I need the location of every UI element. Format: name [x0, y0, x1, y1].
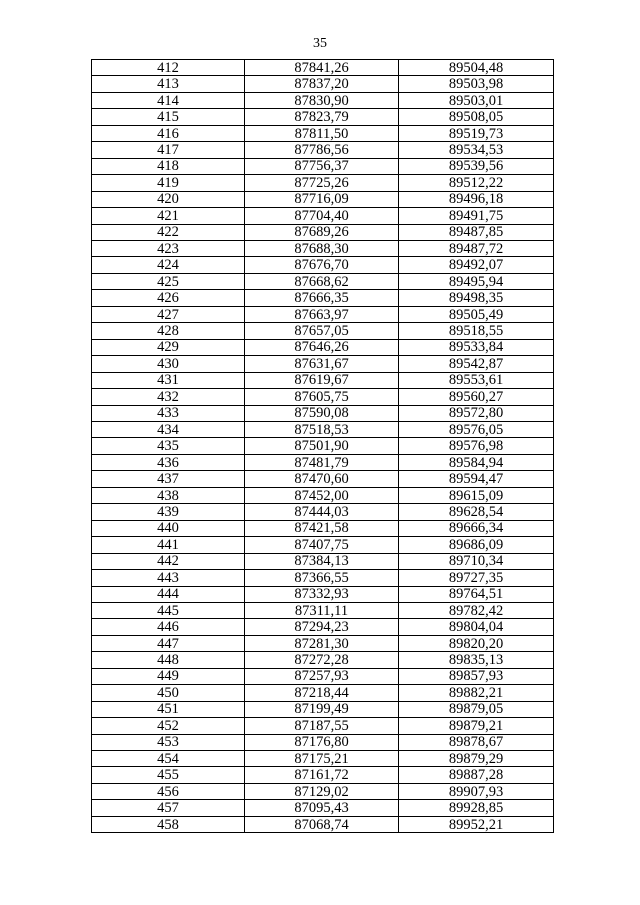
point-number-cell: 453	[92, 734, 245, 750]
x-coordinate-cell: 87281,30	[245, 635, 399, 651]
y-coordinate-cell: 89879,29	[399, 751, 554, 767]
x-coordinate-cell: 87605,75	[245, 389, 399, 405]
table-row	[92, 323, 554, 339]
point-number-cell: 440	[92, 520, 245, 536]
y-coordinate-cell: 89491,75	[399, 208, 554, 224]
coordinates-table	[91, 59, 554, 833]
point-number-cell: 455	[92, 767, 245, 783]
table-row	[92, 224, 554, 240]
x-coordinate-cell: 87830,90	[245, 92, 399, 108]
y-coordinate-cell: 89492,07	[399, 257, 554, 273]
table-row	[92, 257, 554, 273]
coordinates-table-body	[92, 60, 554, 833]
page-number: 35	[313, 36, 327, 51]
x-coordinate-cell: 87501,90	[245, 438, 399, 454]
x-coordinate-cell: 87095,43	[245, 800, 399, 816]
y-coordinate-cell: 89512,22	[399, 175, 554, 191]
y-coordinate-cell: 89487,85	[399, 224, 554, 240]
x-coordinate-cell: 87646,26	[245, 339, 399, 355]
y-coordinate-cell: 89952,21	[399, 816, 554, 832]
x-coordinate-cell: 87756,37	[245, 158, 399, 174]
x-coordinate-cell: 87786,56	[245, 142, 399, 158]
table-row	[92, 372, 554, 388]
y-coordinate-cell: 89487,72	[399, 240, 554, 256]
x-coordinate-cell: 87272,28	[245, 652, 399, 668]
point-number-cell: 438	[92, 487, 245, 503]
table-row	[92, 125, 554, 141]
point-number-cell: 415	[92, 109, 245, 125]
point-number-cell: 451	[92, 701, 245, 717]
x-coordinate-cell: 87176,80	[245, 734, 399, 750]
x-coordinate-cell: 87332,93	[245, 586, 399, 602]
table-row	[92, 767, 554, 783]
x-coordinate-cell: 87841,26	[245, 60, 399, 76]
y-coordinate-cell: 89503,98	[399, 76, 554, 92]
y-coordinate-cell: 89572,80	[399, 405, 554, 421]
y-coordinate-cell: 89887,28	[399, 767, 554, 783]
table-row	[92, 504, 554, 520]
table-row	[92, 734, 554, 750]
y-coordinate-cell: 89553,61	[399, 372, 554, 388]
x-coordinate-cell: 87688,30	[245, 240, 399, 256]
x-coordinate-cell: 87311,11	[245, 602, 399, 618]
point-number-cell: 447	[92, 635, 245, 651]
y-coordinate-cell: 89534,53	[399, 142, 554, 158]
point-number-cell: 420	[92, 191, 245, 207]
table-row	[92, 208, 554, 224]
y-coordinate-cell: 89686,09	[399, 537, 554, 553]
y-coordinate-cell: 89539,56	[399, 158, 554, 174]
point-number-cell: 443	[92, 570, 245, 586]
point-number-cell: 417	[92, 142, 245, 158]
table-row	[92, 175, 554, 191]
point-number-cell: 431	[92, 372, 245, 388]
x-coordinate-cell: 87294,23	[245, 619, 399, 635]
x-coordinate-cell: 87421,58	[245, 520, 399, 536]
y-coordinate-cell: 89835,13	[399, 652, 554, 668]
point-number-cell: 448	[92, 652, 245, 668]
table-row	[92, 240, 554, 256]
x-coordinate-cell: 87676,70	[245, 257, 399, 273]
x-coordinate-cell: 87068,74	[245, 816, 399, 832]
table-row	[92, 718, 554, 734]
point-number-cell: 426	[92, 290, 245, 306]
x-coordinate-cell: 87366,55	[245, 570, 399, 586]
y-coordinate-cell: 89857,93	[399, 668, 554, 684]
table-row	[92, 454, 554, 470]
table-row	[92, 306, 554, 322]
point-number-cell: 435	[92, 438, 245, 454]
point-number-cell: 439	[92, 504, 245, 520]
y-coordinate-cell: 89498,35	[399, 290, 554, 306]
table-row	[92, 389, 554, 405]
table-row	[92, 668, 554, 684]
point-number-cell: 419	[92, 175, 245, 191]
table-row	[92, 520, 554, 536]
table-row	[92, 783, 554, 799]
point-number-cell: 442	[92, 553, 245, 569]
table-row	[92, 109, 554, 125]
y-coordinate-cell: 89764,51	[399, 586, 554, 602]
x-coordinate-cell: 87619,67	[245, 372, 399, 388]
y-coordinate-cell: 89878,67	[399, 734, 554, 750]
table-row	[92, 816, 554, 832]
y-coordinate-cell: 89710,34	[399, 553, 554, 569]
point-number-cell: 414	[92, 92, 245, 108]
y-coordinate-cell: 89576,05	[399, 421, 554, 437]
x-coordinate-cell: 87470,60	[245, 471, 399, 487]
point-number-cell: 456	[92, 783, 245, 799]
point-number-cell: 430	[92, 356, 245, 372]
y-coordinate-cell: 89666,34	[399, 520, 554, 536]
x-coordinate-cell: 87199,49	[245, 701, 399, 717]
point-number-cell: 416	[92, 125, 245, 141]
table-row	[92, 421, 554, 437]
x-coordinate-cell: 87590,08	[245, 405, 399, 421]
table-row	[92, 570, 554, 586]
y-coordinate-cell: 89782,42	[399, 602, 554, 618]
x-coordinate-cell: 87407,75	[245, 537, 399, 553]
y-coordinate-cell: 89508,05	[399, 109, 554, 125]
table-row	[92, 191, 554, 207]
y-coordinate-cell: 89504,48	[399, 60, 554, 76]
y-coordinate-cell: 89594,47	[399, 471, 554, 487]
point-number-cell: 450	[92, 685, 245, 701]
table-row	[92, 290, 554, 306]
table-row	[92, 356, 554, 372]
x-coordinate-cell: 87444,03	[245, 504, 399, 520]
table-row	[92, 158, 554, 174]
y-coordinate-cell: 89584,94	[399, 454, 554, 470]
table-row	[92, 800, 554, 816]
point-number-cell: 423	[92, 240, 245, 256]
x-coordinate-cell: 87668,62	[245, 273, 399, 289]
table-row	[92, 92, 554, 108]
x-coordinate-cell: 87725,26	[245, 175, 399, 191]
point-number-cell: 444	[92, 586, 245, 602]
y-coordinate-cell: 89727,35	[399, 570, 554, 586]
point-number-cell: 432	[92, 389, 245, 405]
x-coordinate-cell: 87657,05	[245, 323, 399, 339]
point-number-cell: 454	[92, 751, 245, 767]
y-coordinate-cell: 89882,21	[399, 685, 554, 701]
y-coordinate-cell: 89560,27	[399, 389, 554, 405]
y-coordinate-cell: 89928,85	[399, 800, 554, 816]
x-coordinate-cell: 87663,97	[245, 306, 399, 322]
point-number-cell: 418	[92, 158, 245, 174]
y-coordinate-cell: 89495,94	[399, 273, 554, 289]
x-coordinate-cell: 87823,79	[245, 109, 399, 125]
point-number-cell: 445	[92, 602, 245, 618]
x-coordinate-cell: 87452,00	[245, 487, 399, 503]
y-coordinate-cell: 89503,01	[399, 92, 554, 108]
point-number-cell: 436	[92, 454, 245, 470]
y-coordinate-cell: 89879,05	[399, 701, 554, 717]
table-row	[92, 652, 554, 668]
x-coordinate-cell: 87161,72	[245, 767, 399, 783]
table-row	[92, 586, 554, 602]
y-coordinate-cell: 89542,87	[399, 356, 554, 372]
y-coordinate-cell: 89518,55	[399, 323, 554, 339]
table-row	[92, 619, 554, 635]
point-number-cell: 424	[92, 257, 245, 273]
x-coordinate-cell: 87218,44	[245, 685, 399, 701]
table-row	[92, 76, 554, 92]
x-coordinate-cell: 87187,55	[245, 718, 399, 734]
y-coordinate-cell: 89907,93	[399, 783, 554, 799]
x-coordinate-cell: 87689,26	[245, 224, 399, 240]
table-row	[92, 273, 554, 289]
x-coordinate-cell: 87704,40	[245, 208, 399, 224]
table-row	[92, 701, 554, 717]
point-number-cell: 413	[92, 76, 245, 92]
x-coordinate-cell: 87811,50	[245, 125, 399, 141]
point-number-cell: 437	[92, 471, 245, 487]
y-coordinate-cell: 89533,84	[399, 339, 554, 355]
point-number-cell: 441	[92, 537, 245, 553]
x-coordinate-cell: 87481,79	[245, 454, 399, 470]
table-row	[92, 339, 554, 355]
x-coordinate-cell: 87666,35	[245, 290, 399, 306]
point-number-cell: 412	[92, 60, 245, 76]
y-coordinate-cell: 89519,73	[399, 125, 554, 141]
table-row	[92, 471, 554, 487]
point-number-cell: 421	[92, 208, 245, 224]
y-coordinate-cell: 89804,04	[399, 619, 554, 635]
x-coordinate-cell: 87175,21	[245, 751, 399, 767]
table-row	[92, 142, 554, 158]
x-coordinate-cell: 87129,02	[245, 783, 399, 799]
x-coordinate-cell: 87384,13	[245, 553, 399, 569]
x-coordinate-cell: 87631,67	[245, 356, 399, 372]
table-row	[92, 685, 554, 701]
table-row	[92, 60, 554, 76]
y-coordinate-cell: 89820,20	[399, 635, 554, 651]
table-row	[92, 602, 554, 618]
y-coordinate-cell: 89615,09	[399, 487, 554, 503]
point-number-cell: 428	[92, 323, 245, 339]
point-number-cell: 427	[92, 306, 245, 322]
point-number-cell: 434	[92, 421, 245, 437]
point-number-cell: 458	[92, 816, 245, 832]
table-row	[92, 487, 554, 503]
y-coordinate-cell: 89496,18	[399, 191, 554, 207]
point-number-cell: 422	[92, 224, 245, 240]
y-coordinate-cell: 89576,98	[399, 438, 554, 454]
table-row	[92, 438, 554, 454]
y-coordinate-cell: 89879,21	[399, 718, 554, 734]
table-row	[92, 635, 554, 651]
point-number-cell: 433	[92, 405, 245, 421]
x-coordinate-cell: 87837,20	[245, 76, 399, 92]
x-coordinate-cell: 87518,53	[245, 421, 399, 437]
table-row	[92, 537, 554, 553]
point-number-cell: 457	[92, 800, 245, 816]
point-number-cell: 452	[92, 718, 245, 734]
point-number-cell: 446	[92, 619, 245, 635]
point-number-cell: 429	[92, 339, 245, 355]
table-row	[92, 751, 554, 767]
y-coordinate-cell: 89505,49	[399, 306, 554, 322]
x-coordinate-cell: 87257,93	[245, 668, 399, 684]
point-number-cell: 425	[92, 273, 245, 289]
x-coordinate-cell: 87716,09	[245, 191, 399, 207]
table-row	[92, 405, 554, 421]
point-number-cell: 449	[92, 668, 245, 684]
table-row	[92, 553, 554, 569]
y-coordinate-cell: 89628,54	[399, 504, 554, 520]
